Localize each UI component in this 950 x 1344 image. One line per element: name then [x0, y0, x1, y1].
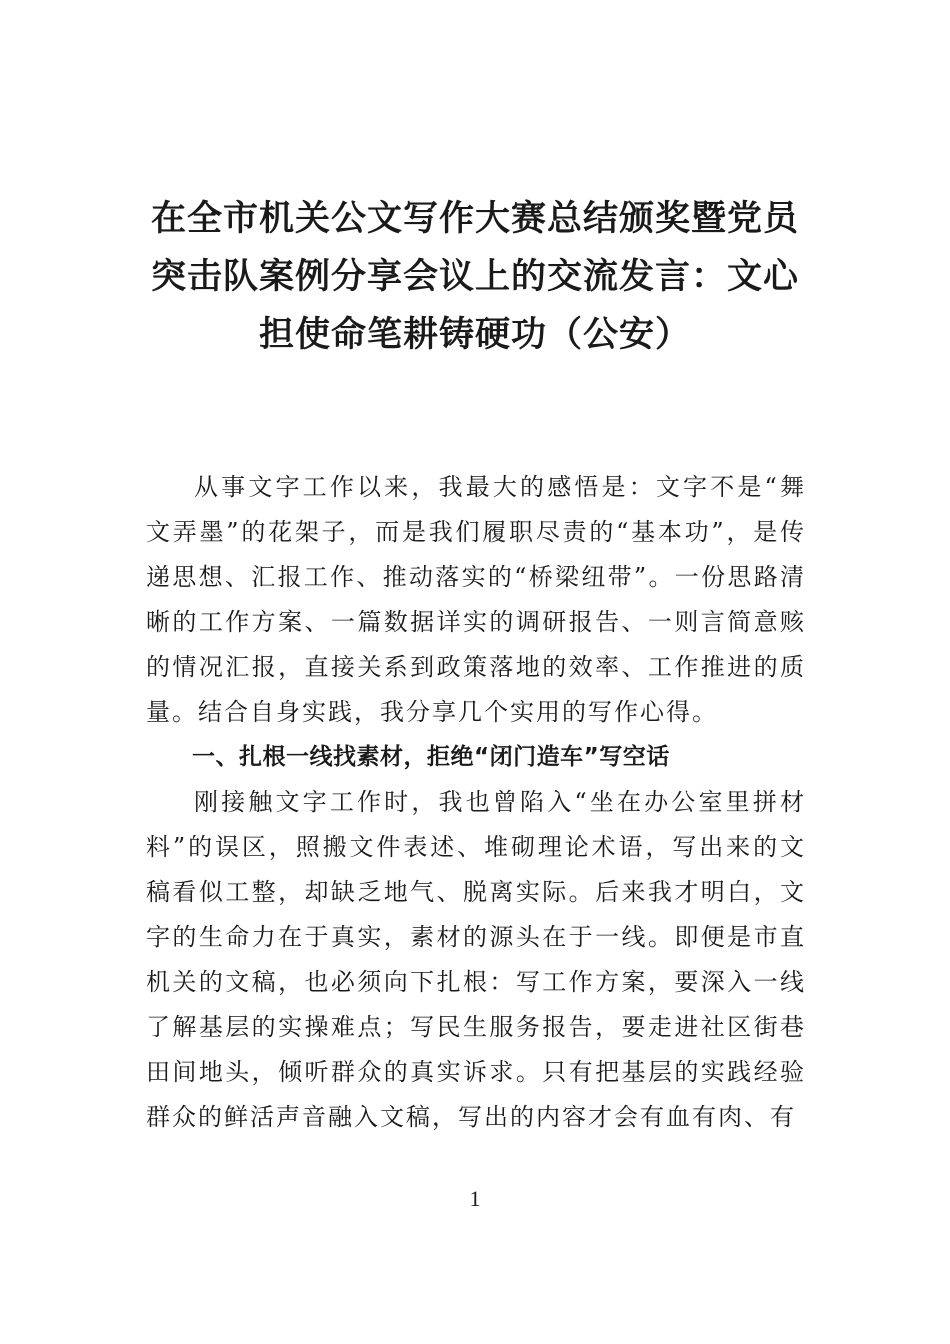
- intro-paragraph: 从事文字工作以来，我最大的感悟是：文字不是“舞文弄墨”的花架子，而是我们履职尽责的“基本功”，是传递思想、汇报工作、推动落实的“桥梁纽带”。一份思路清晰的工作方案、一篇数据详实的调研报告、一则言简意赅的情况汇报，直接关系到政策落地的效率、工作推进的质量。结合自身实践，我分享几个实用的写作心得。: [146, 473, 806, 726]
- section-heading: 一、扎根一线找素材，拒绝“闭门造车”写空话: [192, 744, 670, 770]
- document-body: [146, 465, 806, 1140]
- page-number: 1: [469, 1186, 481, 1211]
- document-title: 在全市机关公文写作大赛总结颁奖暨党员突击队案例分享会议上的交流发言：文心担使命笔耕铸硬功（公安）: [150, 199, 799, 355]
- section-paragraph: 刚接触文字工作时，我也曾陷入“坐在办公室里拼材料”的误区，照搬文件表述、堆砌理论术语，写出来的文稿看似工整，却缺乏地气、脱离实际。后来我才明白，文字的生命力在于真实，素材的源头在于一线。即便是市直机关的文稿，也必须向下扎根：写工作方案，要深入一线了解基层的实操难点；写民生服务报告，要走进社区街巷田间地头，倾听群众的真实诉求。只有把基层的实践经验群众的鲜活声音融入文稿，写出的内容才会有血有肉、有: [146, 788, 806, 1131]
